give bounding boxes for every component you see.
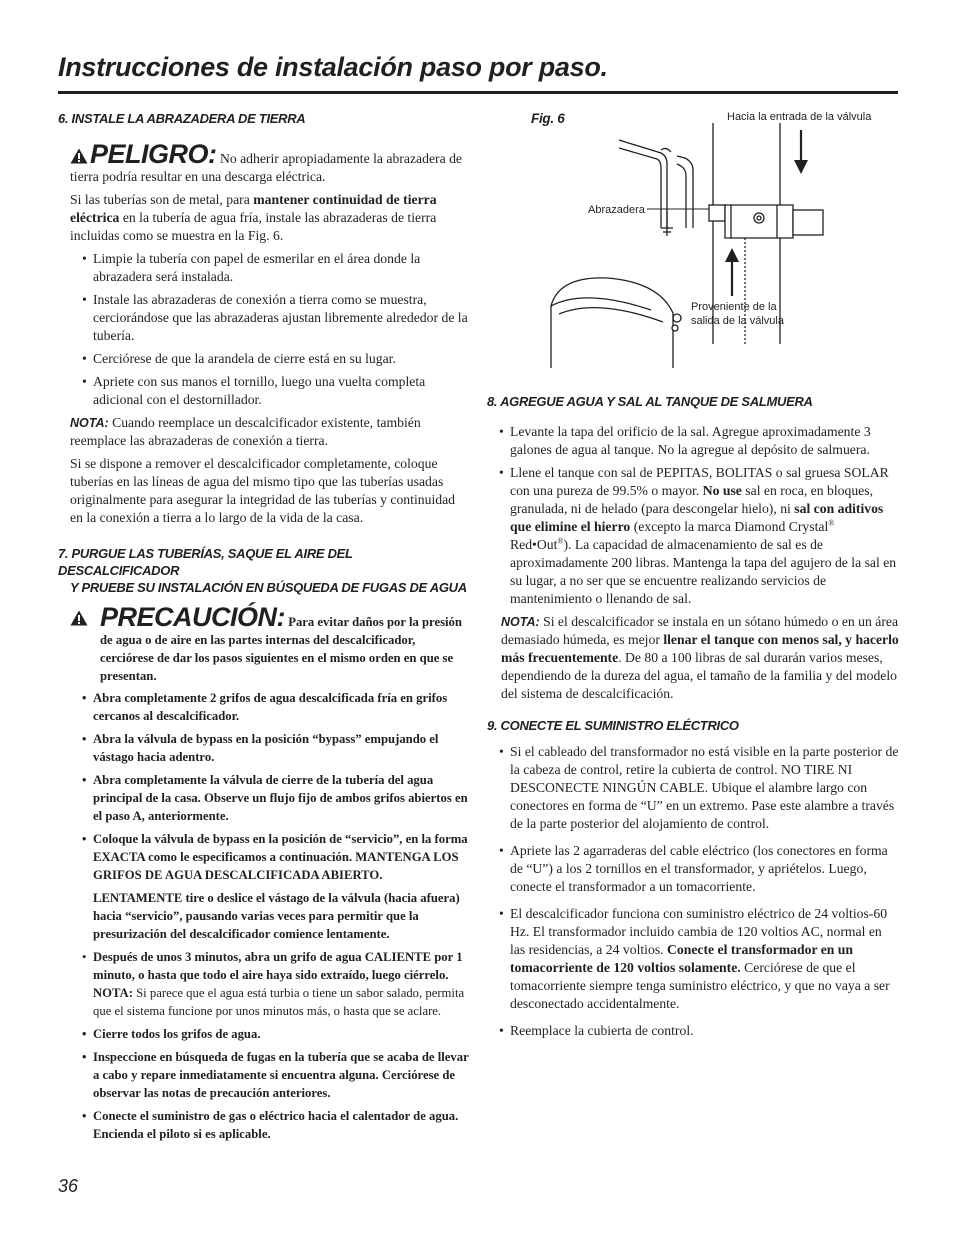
b2-text: sal en roca, en bloques, granulada, ni de helado (para descongelar hielo), ni xyxy=(510,483,874,516)
b3-bold: Conecte el transformador en un tomacorriente de 120 voltios solamente. xyxy=(510,942,854,975)
pipe-clamp-illustration xyxy=(487,108,899,378)
step8-note xyxy=(487,613,899,703)
step6-note xyxy=(70,414,470,450)
danger-text: No adherir apropiadamente la abrazadera de tierra podría resultar en una descarga eléctrica. xyxy=(70,151,462,184)
figure-clamp-label: Abrazadera xyxy=(588,204,645,216)
after3-bold: Después de unos 3 minutos, abra un grifo de agua CALIENTE por 1 minuto, o hasta que todo el aire haya sido extraído, luego ciérrelo. NOTA: xyxy=(93,950,463,1000)
warning-triangle-icon xyxy=(70,610,88,626)
step8-body xyxy=(487,423,899,703)
caution-word: PRECAUCIÓN: xyxy=(100,602,286,632)
left-column xyxy=(58,110,470,1143)
figure-top-label: Hacia la entrada de la válvula xyxy=(727,111,872,123)
bottom-label-line2: salida de la válvula xyxy=(691,315,784,327)
registered-mark: ® xyxy=(828,518,835,528)
page-number: 36 xyxy=(58,1176,79,1196)
intro-text-end: en la tubería de agua fría, instale las abrazaderas de tierra incluidas como se muestra en la Fig. 6. xyxy=(70,210,437,243)
list-item: • Instale las abrazaderas de conexión a tierra como se muestra, cerciorándose que las abrazaderas ajustan libremente alrededor de la tubería. xyxy=(70,291,470,345)
b3-text: El descalcificador funciona con suministro eléctrico de 24 voltios-60 Hz. El transformador incluido cambia de 120 voltios AC, normal en las residencias, a 24 voltios. xyxy=(510,906,888,957)
b2-bold: No use xyxy=(702,483,742,498)
page-title: Instrucciones de instalación paso por paso. xyxy=(58,52,608,82)
danger-block xyxy=(70,141,470,186)
list-item: • Levante la tapa del orificio de la sal. Agregue aproximadamente 3 galones de agua al tanque. No la agregue al depósito de salmuera. xyxy=(487,423,899,459)
list-item: • Cierre todos los grifos de agua. xyxy=(70,1025,470,1043)
registered-mark: ® xyxy=(557,536,564,546)
slow-paragraph: LENTAMENTE tire o deslice el vástago de la válvula (hacia afuera) hacia “servicio”, pausando varias veces para permitir que la presurización del descalcificador comience lentamente. xyxy=(93,891,460,941)
title-rule xyxy=(58,91,898,94)
step7-heading-line2: Y PRUEBE SU INSTALACIÓN EN BÚSQUEDA DE FUGAS DE AGUA xyxy=(70,580,467,595)
list-item: • Si el cableado del transformador no está visible en la parte posterior de la cabeza de control, retire la cubierta de control. NO TIRE NI DESCONECTE NINGÚN CABLE. Ubique el alambre largo con conectores en forma de “U” en un extremo. Pase este alambre a través de la parte posterior del alojamiento de control. xyxy=(487,743,899,833)
nota-label: NOTA: xyxy=(70,416,109,430)
step6-closing: Si se dispone a remover el descalcificador completamente, coloque tuberías en las líneas de agua del mismo tipo que las tuberías usadas originalmente para asegurar la integridad de las tuberías y continuidad en la conexión a tierra a lo largo de la vida de la casa. xyxy=(70,456,456,525)
list-item: • Inspeccione en búsqueda de fugas en la tubería que se acaba de llevar a cabo y repare inmediatamente si encuentra alguna. Cerciórese de observar las notas de precaución anteriores. xyxy=(70,1048,470,1102)
caution-text: Para evitar daños por la presión de agua o de aire en las partes internas del descalcificador, cerciórese de dar los pasos siguientes en el mismo orden en que se presentan. xyxy=(100,615,462,683)
step9-heading: 9. CONECTE EL SUMINISTRO ELÉCTRICO xyxy=(487,718,739,733)
step7-heading xyxy=(58,545,470,596)
list-item: • Limpie la tubería con papel de esmerilar en el área donde la abrazadera será instalada. xyxy=(70,250,470,286)
list-item: • Conecte el suministro de gas o eléctrico hacia el calentador de agua. Encienda el piloto si es aplicable. xyxy=(70,1107,470,1143)
right-column xyxy=(487,393,899,1040)
step8-heading: 8. AGREGUE AGUA Y SAL AL TANQUE DE SALMUERA xyxy=(487,394,813,409)
b2-bold: sal con aditivos que elimine el hierro xyxy=(510,501,884,534)
list-item: • Coloque la válvula de bypass en la posición de “servicio”, en la forma EXACTA como le especificamos a continuación. MANTENGA LOS GRIFOS DE AGUA DESCALCIFICADA ABIERTO. xyxy=(70,830,470,884)
list-item: • Abra la válvula de bypass en la posición “bypass” empujando el vástago hacia adentro. xyxy=(70,730,470,766)
b2-text: ). La capacidad de almacenamiento de sal es de aproximadamente 200 libras. Mantenga la tapa del agujero de la sal en su lugar, a no ser que se encuentre realizando servicios de mantenimiento o llenando de sal. xyxy=(510,537,897,606)
intro-bold: mantener continuidad de tierra eléctrica xyxy=(70,192,437,225)
bottom-label-line1: Proveniente de la xyxy=(691,301,777,313)
list-item: • Abra completamente la válvula de cierre de la tubería del agua principal de la casa. Observe un flujo fijo de ambos grifos abiertos en el paso A, anteriormente. xyxy=(70,771,470,825)
list-item xyxy=(70,948,470,1020)
list-item xyxy=(487,905,899,1013)
nota-text: Cuando reemplace un descalcificador existente, también reemplace las abrazaderas de conexión a tierra. xyxy=(70,415,421,448)
list-item: • Apriete con sus manos el tornillo, luego una vuelta completa adicional con el destornillador. xyxy=(70,373,470,409)
step6-heading: 6. INSTALE LA ABRAZADERA DE TIERRA xyxy=(58,111,306,126)
intro-text: Si las tuberías son de metal, para xyxy=(70,192,254,207)
step7-body xyxy=(70,604,470,1143)
nota-text: Si el descalcificador se instala en un sótano húmedo o en un área demasiado húmeda, es mejor xyxy=(501,614,899,647)
step6-body xyxy=(70,141,470,527)
nota-text: . De 80 a 100 libras de sal durarán varios meses, dependiendo de la dureza del agua, el tamaño de la familia y del modelo del sistema de descalcificación. xyxy=(501,650,898,701)
b3-text: Cerciórese de que el tomacorriente siempre tenga suministro eléctrico, y que no vaya a ser desconectado accidentalmente. xyxy=(510,960,890,1011)
list-item: • Apriete las 2 agarraderas del cable eléctrico (los conectores en forma de “U”) a los 2 tornillos en el transformador, y apriételos. Luego, conecte el transformador a un tomacorriente. xyxy=(487,842,899,896)
figure-label: Fig. 6 xyxy=(531,111,565,126)
b2-text: (excepto la marca Diamond Crystal xyxy=(630,519,829,534)
b2-text: Red•Out xyxy=(510,537,558,552)
list-item: • Reemplace la cubierta de control. xyxy=(487,1022,899,1040)
b2-text: Llene el tanque con sal de PEPITAS, BOLITAS o sal gruesa SOLAR con una pureza de 99.5% o mayor. xyxy=(510,465,889,498)
warning-triangle-icon xyxy=(70,148,88,164)
list-item xyxy=(487,464,899,608)
nota-label: NOTA: xyxy=(501,615,540,629)
after3-text: Si parece que el agua está turbia o tiene un sabor salado, permita que el sistema funcione por unos minutos más, o hasta que se aclare. xyxy=(93,986,465,1018)
list-item: • Abra completamente 2 grifos de agua descalcificada fría en grifos cercanos al descalcificador. xyxy=(70,689,470,725)
danger-word: PELIGRO: xyxy=(90,139,217,169)
nota-bold: llenar el tanque con menos sal, y hacerlo más frecuentemente xyxy=(501,632,899,665)
caution-block xyxy=(70,604,470,685)
step7-heading-line1: 7. PURGUE LAS TUBERÍAS, SAQUE EL AIRE DEL DESCALCIFICADOR xyxy=(58,546,353,578)
step6-intro xyxy=(70,191,470,245)
step9-body xyxy=(487,743,899,1040)
list-item: • Cerciórese de que la arandela de cierre está en su lugar. xyxy=(70,350,470,368)
figure-6 xyxy=(487,108,899,378)
